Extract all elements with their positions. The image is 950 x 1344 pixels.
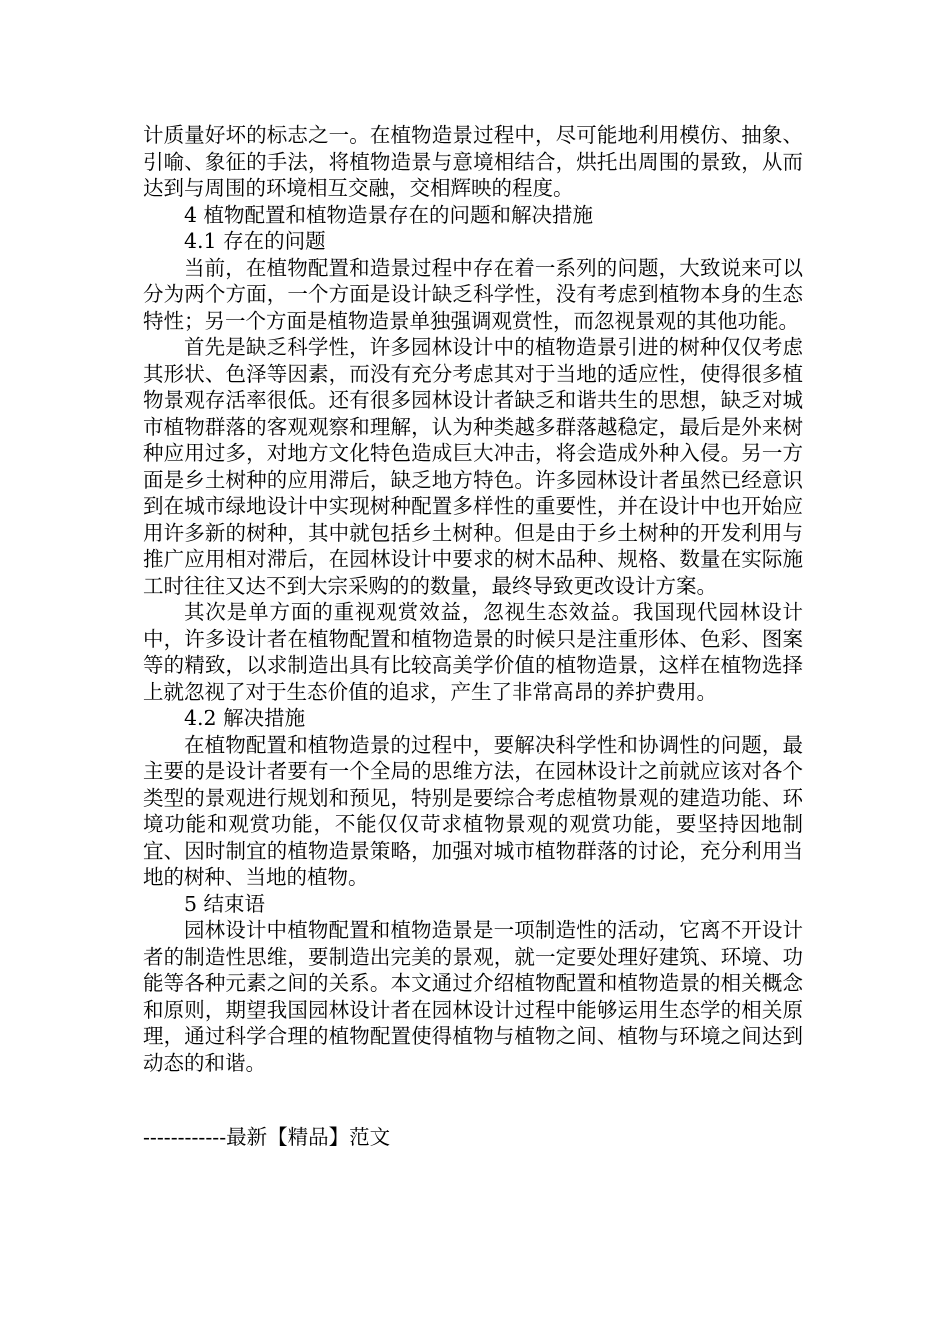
subsection-heading-4-1: 4.1 存在的问题 xyxy=(184,229,326,253)
section-heading-5: 5 结束语 xyxy=(184,891,266,916)
footer-text: ------------最新【精品】范文 xyxy=(143,1125,391,1149)
body-paragraph: 其次是单方面的重视观赏效益，忽视生态效益。我国现代园林设计中，许多设计者在植物配置和植物造景的时候只是注重形体、色彩、图案等的精致，以求制造出具有比较高美学价值的植物造景，这样在植物选择上就忽视了对于生态价值的追求，产生了非常高昂的养护费用。 xyxy=(143,600,803,704)
subsection-heading-4-2: 4.2 解决措施 xyxy=(184,706,306,730)
body-paragraph: 在植物配置和植物造景的过程中，要解决科学性和协调性的问题，最主要的是设计者要有一个全局的思维方法，在园林设计之前就应该对各个类型的景观进行规划和预见，特别是要综合考虑植物景观的建造功能、环境功能和观赏功能，不能仅仅苛求植物景观的观赏功能，要坚持因地制宜、因时制宜的植物造景策略，加强对城市植物群落的讨论，充分利用当地的树种、当地的植物。 xyxy=(143,732,803,889)
section-heading-4: 4 植物配置和植物造景存在的问题和解决措施 xyxy=(184,202,594,227)
body-paragraph: 当前，在植物配置和造景过程中存在着一系列的问题，大致说来可以分为两个方面，一个方面是设计缺乏科学性，没有考虑到植物本身的生态特性；另一个方面是植物造景单独强调观赏性，而忽视景观的其他功能。 xyxy=(143,255,803,333)
body-paragraph-continued: 计质量好坏的标志之一。在植物造景过程中，尽可能地利用模仿、抽象、引喻、象征的手法，将植物造景与意境相结合，烘托出周围的景致，从而达到与周围的环境相互交融，交相辉映的程度。 xyxy=(143,123,803,200)
body-paragraph: 园林设计中植物配置和植物造景是一项制造性的活动，它离不开设计者的制造性思维，要制造出完美的景观，就一定要处理好建筑、环境、功能等各种元素之间的关系。本文通过介绍植物配置和植物造景的相关概念和原则，期望我国园林设计者在园林设计过程中能够运用生态学的相关原理，通过科学合理的植物配置使得植物与植物之间、植物与环境之间达到动态的和谐。 xyxy=(143,918,803,1075)
document-body xyxy=(143,122,803,1076)
body-paragraph: 首先是缺乏科学性，许多园林设计中的植物造景引进的树种仅仅考虑其形状、色泽等因素，而没有充分考虑其对于当地的适应性，使得很多植物景观存活率很低。还有很多园林设计者缺乏和谐共生的思想，缺乏对城市植物群落的客观观察和理解，认为种类越多群落越稳定，最后是外来树种应用过多，对地方文化特色造成巨大冲击，将会造成外种入侵。另一方面是乡土树种的应用滞后，缺乏地方特色。许多园林设计者虽然已经意识到在城市绿地设计中实现树种配置多样性的重要性，并在设计中也开始应用许多新的树种，其中就包括乡土树种。但是由于乡土树种的开发利用与推广应用相对滞后，在园林设计中要求的树木品种、规格、数量在实际施工时往往又达不到大宗采购的的数量，最终导致更改设计方案。 xyxy=(143,335,803,598)
